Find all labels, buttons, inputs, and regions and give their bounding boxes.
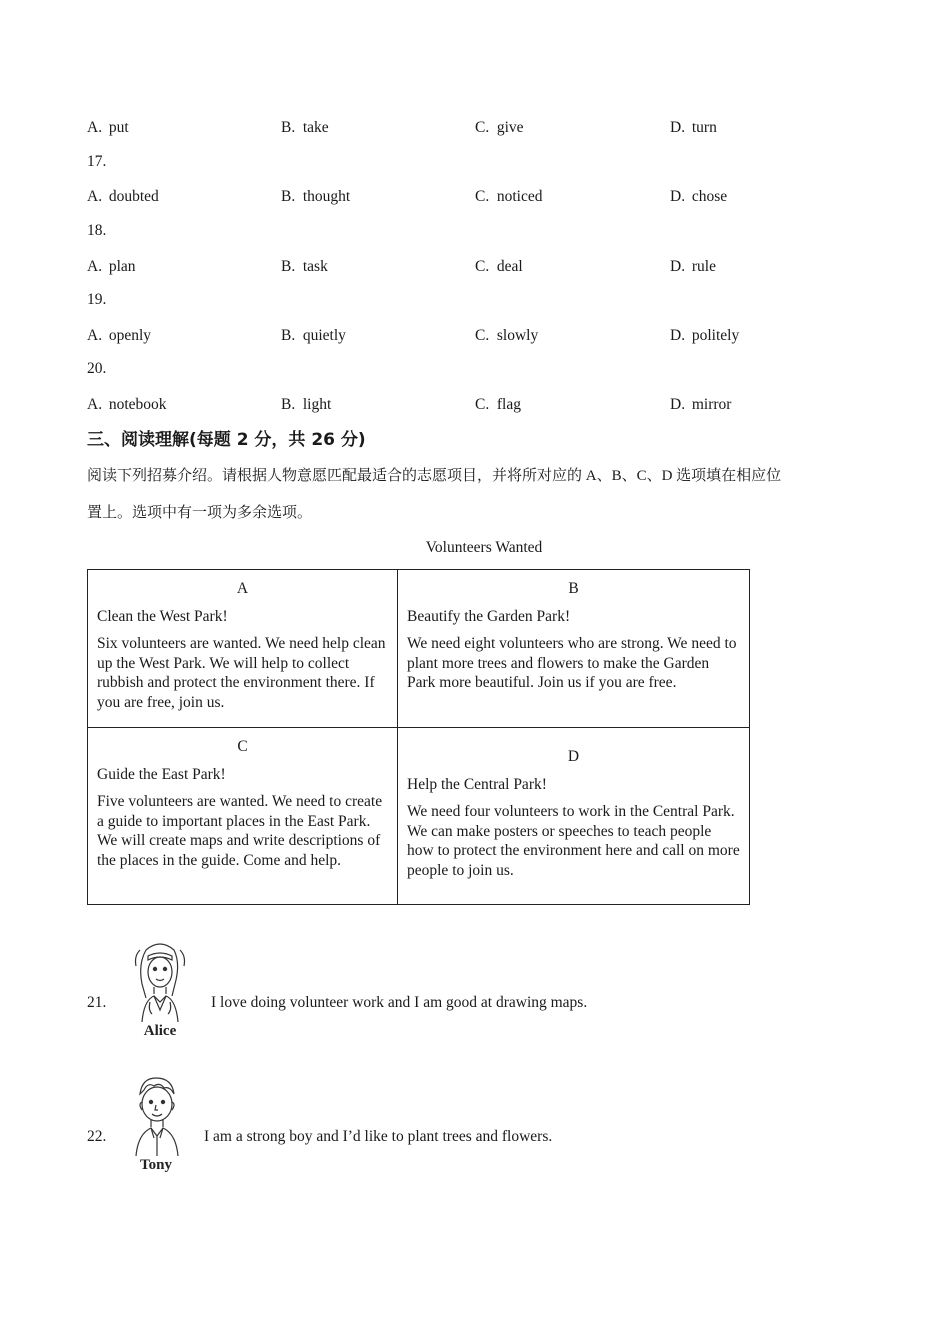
alice-statement: I love doing volunteer work and I am good at drawing maps. bbox=[211, 994, 588, 1011]
cell-letter: B bbox=[568, 580, 579, 597]
table-row bbox=[88, 570, 750, 728]
tony-statement: I am a strong boy and I’d like to plant trees and flowers. bbox=[204, 1128, 553, 1145]
cell-heading: Guide the East Park! bbox=[97, 766, 226, 783]
option-c: C. deal bbox=[475, 258, 523, 275]
option-d: D. rule bbox=[670, 258, 716, 275]
options-row-16 bbox=[87, 117, 867, 139]
question-number: 20. bbox=[87, 360, 107, 377]
volunteer-table bbox=[87, 569, 750, 905]
options-row-18 bbox=[87, 256, 867, 278]
option-cell-b bbox=[398, 570, 750, 728]
question-number: 19. bbox=[87, 291, 107, 308]
question-number-22: 22. bbox=[87, 1128, 107, 1145]
option-c: C. give bbox=[475, 119, 524, 136]
option-a: A. plan bbox=[87, 258, 136, 275]
instruction-line-2: 置上。选项中有一项为多余选项。 bbox=[87, 505, 313, 521]
option-a: A. openly bbox=[87, 327, 152, 344]
option-b: B. thought bbox=[281, 188, 351, 205]
option-d: D. politely bbox=[670, 327, 740, 344]
cell-heading: Help the Central Park! bbox=[407, 776, 547, 793]
svg-text:Alice: Alice bbox=[143, 1023, 177, 1039]
question-number: 18. bbox=[87, 222, 107, 239]
tony-illustration bbox=[126, 1074, 188, 1179]
cell-body: Six volunteers are wanted. We need help clean up the West Park. We will help to collect rubbish and protect the environment there. If you are free, join us. bbox=[97, 635, 386, 711]
cell-letter: A bbox=[236, 580, 249, 597]
options-row-19 bbox=[87, 325, 867, 347]
question-number-21: 21. bbox=[87, 994, 107, 1011]
alice-illustration bbox=[128, 940, 192, 1045]
option-b: B. take bbox=[281, 119, 329, 136]
option-d: D. mirror bbox=[670, 396, 732, 413]
option-a: A. doubted bbox=[87, 188, 159, 205]
option-c: C. flag bbox=[475, 396, 521, 413]
option-cell-d bbox=[398, 728, 750, 905]
cell-body: Five volunteers are wanted. We need to create a guide to important places in the East Park. We will create maps and write descriptions of the places in the guide. Come and help. bbox=[97, 793, 383, 869]
cell-body: We need four volunteers to work in the Central Park. We can make posters or speeches to teach people how to protect the environment here and call on more people to join us. bbox=[407, 803, 740, 879]
options-row-17 bbox=[87, 186, 867, 208]
cell-heading: Clean the West Park! bbox=[97, 608, 228, 625]
option-d: D. turn bbox=[670, 119, 717, 136]
option-c: C. noticed bbox=[475, 188, 543, 205]
cell-heading: Beautify the Garden Park! bbox=[407, 608, 571, 625]
option-c: C. slowly bbox=[475, 327, 539, 344]
cell-letter: D bbox=[567, 748, 580, 765]
table-row bbox=[88, 728, 750, 905]
boy-icon bbox=[126, 1074, 188, 1174]
instruction-line-1: 阅读下列招募介绍。请根据人物意愿匹配最适合的志愿项目，并将所对应的 A、B、C、D 选项填在相应位 bbox=[87, 468, 782, 484]
option-b: B. quietly bbox=[281, 327, 346, 344]
svg-text:Tony: Tony bbox=[140, 1157, 172, 1173]
option-b: B. task bbox=[281, 258, 328, 275]
option-b: B. light bbox=[281, 396, 332, 413]
section-heading: 三、阅读理解(每题 2 分，共 26 分) bbox=[87, 430, 366, 450]
ad-title: Volunteers Wanted bbox=[425, 539, 543, 556]
option-d: D. chose bbox=[670, 188, 728, 205]
question-number: 17. bbox=[87, 153, 107, 170]
option-cell-c bbox=[88, 728, 398, 905]
girl-icon bbox=[128, 940, 192, 1040]
option-cell-a bbox=[88, 570, 398, 728]
cell-body: We need eight volunteers who are strong. We need to plant more trees and flowers to make the Garden Park more beautiful. Join us if you are free. bbox=[407, 635, 737, 691]
option-a: A. notebook bbox=[87, 396, 167, 413]
options-row-20 bbox=[87, 394, 867, 416]
cell-letter: C bbox=[237, 738, 248, 755]
option-a: A. put bbox=[87, 119, 129, 136]
